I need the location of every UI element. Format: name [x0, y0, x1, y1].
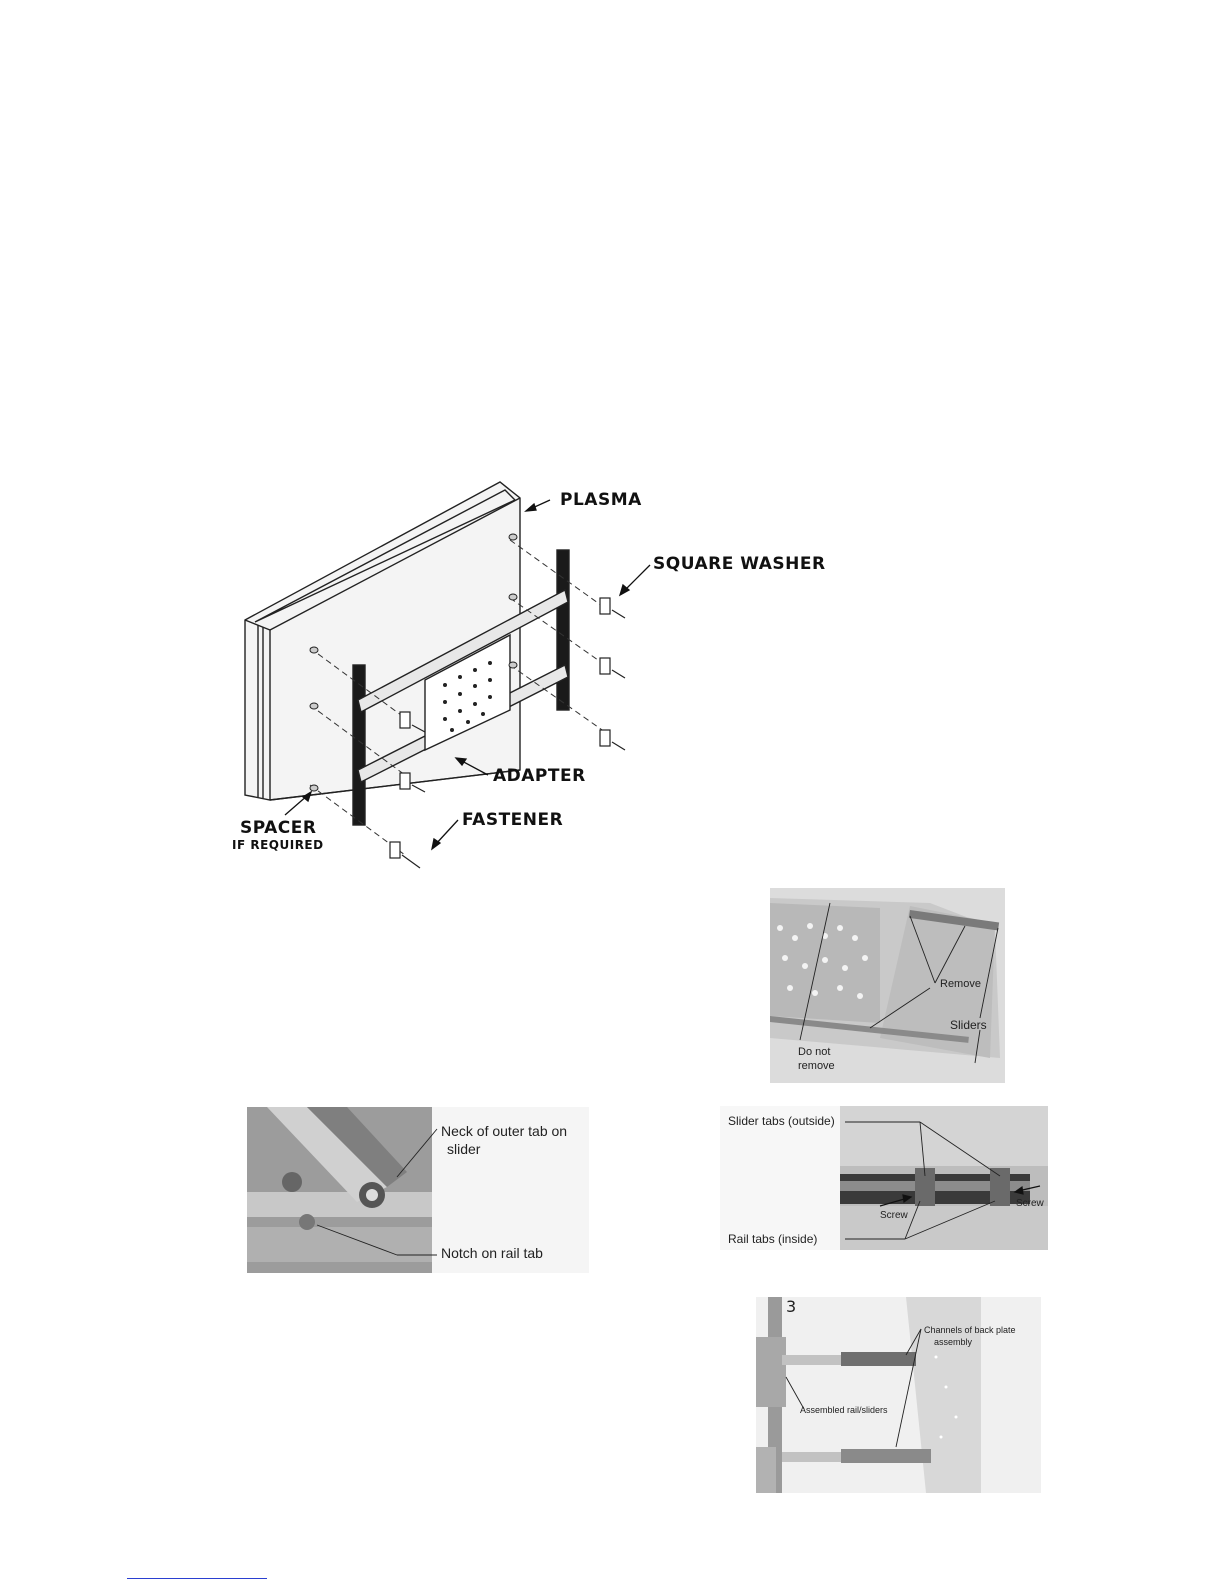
- label-spacer-note: IF REQUIRED: [232, 838, 324, 852]
- label-fastener: FASTENER: [462, 810, 564, 830]
- photo-neck-notch: [247, 1107, 589, 1273]
- label-neck-line2: slider: [447, 1141, 481, 1157]
- label-step-number: 3: [786, 1297, 797, 1316]
- label-do-not: Do not: [798, 1046, 831, 1058]
- exploded-diagram: [230, 470, 850, 880]
- label-square-washer: SQUARE WASHER: [653, 554, 826, 574]
- label-slider-tabs: Slider tabs (outside): [728, 1114, 835, 1128]
- label-channels-line1: Channels of back plate: [924, 1325, 1016, 1335]
- label-remove-2: remove: [798, 1060, 835, 1072]
- label-adapter: ADAPTER: [493, 766, 586, 786]
- photo-tabs: [720, 1106, 1048, 1250]
- label-assembled: Assembled rail/sliders: [800, 1405, 888, 1415]
- label-remove: Remove: [940, 978, 981, 990]
- label-channels-line2: assembly: [934, 1337, 973, 1347]
- label-rail-tabs: Rail tabs (inside): [728, 1232, 818, 1246]
- label-screw-right: Screw: [1016, 1198, 1044, 1209]
- label-plasma: PLASMA: [560, 490, 642, 510]
- label-screw-left: Screw: [880, 1210, 908, 1221]
- photo-sliders: [770, 888, 1005, 1083]
- label-sliders: Sliders: [950, 1018, 987, 1032]
- label-spacer: SPACER: [240, 818, 317, 838]
- label-neck-line1: Neck of outer tab on: [441, 1123, 568, 1139]
- photo-channels: [756, 1297, 1041, 1493]
- footer-rule: [127, 1578, 267, 1579]
- label-notch: Notch on rail tab: [441, 1245, 543, 1261]
